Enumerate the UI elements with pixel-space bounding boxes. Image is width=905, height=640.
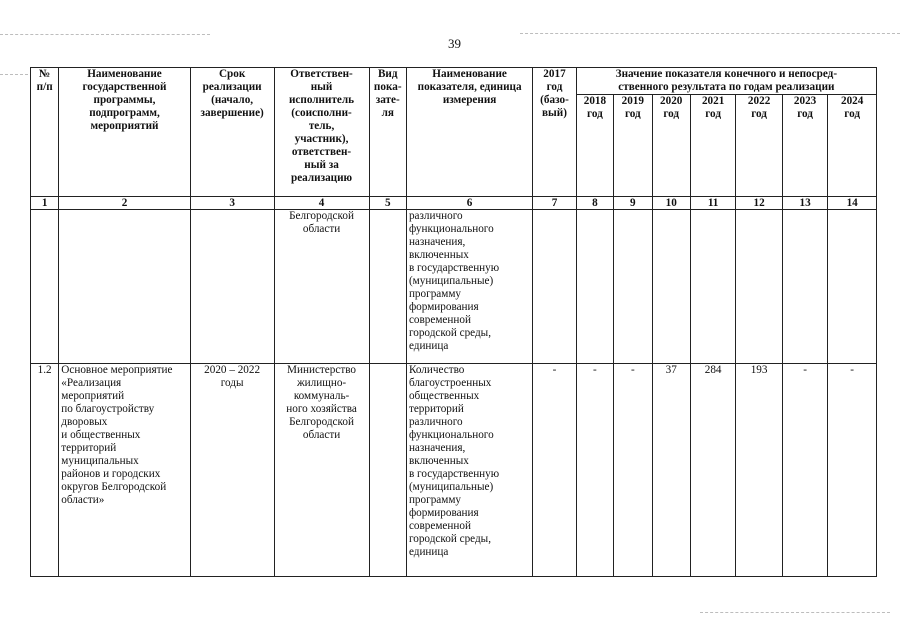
column-number: 11	[690, 197, 735, 210]
row-year-value: 193	[736, 364, 782, 577]
row-base-value	[533, 210, 576, 364]
header-year: 2018 год	[576, 95, 613, 197]
row-executor: Министерство жилищно- коммуналь- ного хозяйства Белгородской области	[274, 364, 369, 577]
header-values-group: Значение показателя конечного и непосред- ственного результата по годам реализации	[576, 68, 876, 95]
column-number: 3	[190, 197, 274, 210]
header-program-name: Наименование государственной программы, подпрограмм, мероприятий	[59, 68, 190, 197]
table-row	[31, 210, 877, 364]
header-year: 2023 год	[782, 95, 827, 197]
row-program-name: Основное мероприятие «Реализация мероприятий по благоустройству дворовых и общественных территорий муниципальных районов и городских округов Белгородской области»	[59, 364, 190, 577]
row-year-value: -	[828, 364, 877, 577]
column-number: 9	[614, 197, 652, 210]
row-year-value	[652, 210, 690, 364]
row-year-value	[782, 210, 827, 364]
header-year: 2021 год	[690, 95, 735, 197]
scan-artifact-line	[700, 612, 890, 613]
column-number: 12	[736, 197, 782, 210]
row-indicator-name: Количество благоустроенных общественных территорий различного функционального назначения, включенных в государственную (муниципальные) программу формирования современной городской среды, единица	[406, 364, 532, 577]
row-num	[31, 210, 59, 364]
header-year: 2020 год	[652, 95, 690, 197]
row-num: 1.2	[31, 364, 59, 577]
row-year-value: -	[576, 364, 613, 577]
scan-artifact-line	[0, 34, 210, 35]
header-row-top	[31, 68, 877, 95]
column-number: 7	[533, 197, 576, 210]
header-num: № п/п	[31, 68, 59, 197]
row-year-value: 284	[690, 364, 735, 577]
row-year-value: -	[782, 364, 827, 577]
scan-artifact-line	[520, 33, 900, 34]
row-indicator-type	[369, 210, 406, 364]
column-number: 2	[59, 197, 190, 210]
row-year-value	[690, 210, 735, 364]
column-number: 13	[782, 197, 827, 210]
row-executor: Белгородской области	[274, 210, 369, 364]
header-year: 2019 год	[614, 95, 652, 197]
row-year-value	[576, 210, 613, 364]
header-executor: Ответствен- ный исполнитель (соисполни- тель, участник), ответствен- ный за реализацию	[274, 68, 369, 197]
row-year-value: -	[614, 364, 652, 577]
table-row	[31, 364, 877, 577]
row-year-value: 37	[652, 364, 690, 577]
column-number: 14	[828, 197, 877, 210]
column-number: 5	[369, 197, 406, 210]
header-year: 2022 год	[736, 95, 782, 197]
row-period: 2020 – 2022 годы	[190, 364, 274, 577]
column-number-row	[31, 197, 877, 210]
header-base-year: 2017 год (базо- вый)	[533, 68, 576, 197]
row-base-value: -	[533, 364, 576, 577]
row-indicator-type	[369, 364, 406, 577]
row-indicator-name: различного функционального назначения, включенных в государственную (муниципальные) программу формирования современной городской среды, единица	[406, 210, 532, 364]
column-number: 10	[652, 197, 690, 210]
header-indicator-type: Вид пока- зате- ля	[369, 68, 406, 197]
column-number: 6	[406, 197, 532, 210]
row-program-name	[59, 210, 190, 364]
scan-artifact-line	[0, 74, 28, 75]
column-number: 1	[31, 197, 59, 210]
indicator-table	[30, 67, 877, 577]
row-period	[190, 210, 274, 364]
page-number: 39	[448, 36, 461, 51]
row-year-value	[736, 210, 782, 364]
header-year: 2024 год	[828, 95, 877, 197]
header-period: Срок реализации (начало, завершение)	[190, 68, 274, 197]
row-year-value	[614, 210, 652, 364]
column-number: 8	[576, 197, 613, 210]
header-indicator-name: Наименование показателя, единица измерения	[406, 68, 532, 197]
row-year-value	[828, 210, 877, 364]
column-number: 4	[274, 197, 369, 210]
